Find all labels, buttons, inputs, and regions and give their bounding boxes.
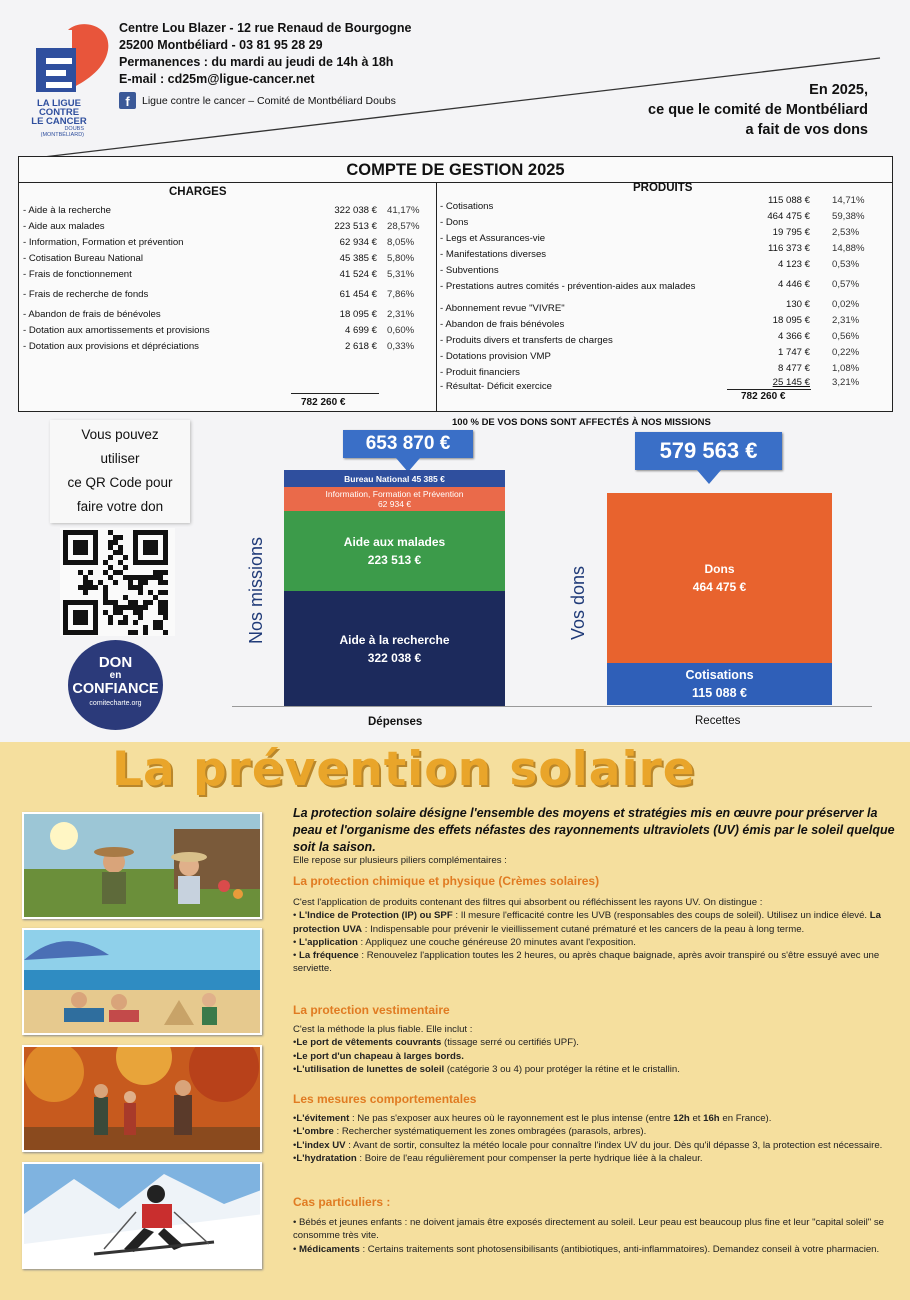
produits-row-label: - Abandon de frais bénévoles (440, 319, 565, 330)
section4-b2-text: : Certains traitements sont photosensibilisants (antibiotiques, anti-inflammatoires). Demandez conseil à votre pharmacien. (359, 1243, 880, 1255)
charges-row-amount: 4 699 € (344, 325, 377, 336)
charges-row-amount: 41 524 € (339, 269, 377, 280)
section1-b1-text: : Il mesure l'efficacité contre les UVB (responsables des coups de soleil). Utilisez un indice élevé. (452, 910, 870, 922)
section4-b2-title: Médicaments (299, 1243, 360, 1255)
section2-bullet-2: •Le port d'un chapeau à larges bords. (293, 1050, 464, 1062)
tagline (648, 80, 868, 140)
charges-row-pct: 5,31% (387, 269, 415, 280)
charges-row (23, 267, 433, 282)
column-separator (436, 183, 437, 412)
produits-row-pct: 0,57% (832, 279, 860, 290)
section4-title: Cas particuliers : (293, 1195, 391, 1209)
tagline-line-2: ce que le comité de Montbéliard (648, 102, 868, 118)
produits-row-label: - Abonnement revue "VIVRE" (440, 303, 565, 314)
charges-row (23, 307, 433, 322)
contact-address: Centre Lou Blazer - 12 rue Renaud de Bourgogne (119, 21, 412, 35)
charges-row-label: - Dotation aux provisions et dépréciations (23, 341, 199, 352)
section1-bullet-3: • La fréquence : Renouvelez l'application toutes les 2 heures, ou après chaque baignade, après avoir transpiré ou s'être essuyé avec une serviette. (293, 950, 880, 975)
qr-code-icon[interactable] (60, 528, 175, 636)
chart-baseline (232, 706, 872, 707)
produits-row-label: - Manifestations diverses (440, 249, 547, 260)
charges-row-label: - Aide à la recherche (23, 205, 111, 216)
section2-b3-title: L'utilisation de lunettes de soleil (296, 1063, 445, 1075)
produits-row (440, 279, 890, 294)
autumn-hike-illustration (22, 1045, 262, 1152)
produits-row-amount: 18 095 € (772, 315, 810, 326)
produits-row-amount: 4 366 € (777, 331, 810, 342)
depenses-segment (284, 511, 505, 591)
section2-bullet-1: •Le port de vêtements couvrants (tissage serré ou certifiés UPF). (293, 1037, 579, 1049)
segment-value: 115 088 € (692, 686, 747, 700)
produits-row-pct: 0,53% (832, 259, 860, 270)
gardening-illustration (22, 812, 262, 919)
charges-row-label: - Aide aux malades (23, 221, 105, 232)
produits-row (440, 195, 890, 214)
produits-row-label: - Produit financiers (440, 367, 520, 378)
section1-b2-text: : Appliquez une couche généreuse 20 minutes avant l'exposition. (357, 936, 636, 948)
facebook-link[interactable] (119, 92, 396, 109)
segment-label: Cotisations (685, 668, 754, 682)
badge-line-2: en (109, 670, 122, 681)
produits-row-pct: 14,88% (832, 243, 865, 254)
charges-row-pct: 5,80% (387, 253, 415, 264)
contact-email[interactable]: E-mail : cd25m@ligue-cancer.net (119, 72, 315, 86)
recettes-callout: 579 563 € (635, 432, 782, 470)
produits-row-pct: 0,22% (832, 347, 860, 358)
produits-row-pct: 3,21% (832, 377, 860, 388)
section4-body (293, 1216, 905, 1256)
produits-row-amount: 464 475 € (767, 211, 810, 222)
section3-b1-title: L'évitement (296, 1113, 350, 1124)
qr-text-1: Vous pouvez (81, 427, 159, 442)
produits-row-amount: 4 123 € (777, 259, 810, 270)
badge-line-3: CONFIANCE (72, 681, 159, 697)
charges-row-label: - Frais de recherche de fonds (23, 289, 149, 300)
produits-row-label: - Résultat- Déficit exercice (440, 381, 552, 392)
charges-row-amount: 18 095 € (339, 309, 377, 320)
charges-row-pct: 28,57% (387, 221, 420, 232)
left-axis-label: Nos missions (246, 536, 266, 644)
qr-text-4: faire votre don (76, 499, 164, 514)
section3-title: Les mesures comportementales (293, 1092, 477, 1106)
section3-b3-text: : Avant de sortir, consultez la météo locale pour connaître l'index UV du jour. Dès qu'il dépasse 3, la protection est nécessaire. (345, 1139, 883, 1151)
segment-value: 322 038 € (367, 650, 422, 665)
produits-row-pct: 0,02% (832, 299, 860, 310)
produits-row (440, 333, 890, 348)
produits-row-amount: 4 446 € (777, 279, 810, 290)
section1-b2-title: L'application (299, 936, 358, 948)
charges-row (23, 203, 433, 218)
facebook-icon: f (119, 92, 136, 109)
produits-row-label: - Produits divers et transferts de charges (440, 335, 613, 346)
charges-row-amount: 62 934 € (339, 237, 377, 248)
section4-bullet-2: • Médicaments : Certains traitements sont photosensibilisants (antibiotiques, anti-inflammatoires). Demandez conseil à votre pharmacien. (293, 1243, 880, 1255)
prevention-section (0, 742, 910, 1300)
charges-row (23, 323, 433, 338)
section2-title: La protection vestimentaire (293, 1003, 450, 1017)
section1-b3-text: : Renouvelez l'application toutes les 2 heures, ou après chaque baignade, après avoir transpiré ou s'être essuyé avec une serviette. (293, 950, 880, 975)
charges-row (23, 235, 433, 250)
section1-title: La protection chimique et physique (Crèmes solaires) (293, 874, 600, 888)
charges-row-pct: 41,17% (387, 205, 420, 216)
charges-row-amount: 61 454 € (339, 289, 377, 300)
recettes-label: Recettes (695, 715, 741, 727)
beach-illustration (22, 928, 262, 1035)
section2-b1-text: (tissage serré ou certifiés UPF). (441, 1037, 579, 1049)
charges-row-label: - Dotation aux amortissements et provisions (23, 325, 210, 336)
produits-row-amount: 1 747 € (777, 347, 810, 358)
ski-illustration (22, 1162, 262, 1269)
section3-b1-end: en France). (719, 1113, 772, 1124)
section1-bullet-1: • L'Indice de Protection (IP) ou SPF : Il mesure l'efficacité contre les UVB (responsables des coups de soleil). Utilisez un indice élevé. La protection UVA : Indispensable pour prévenir le vieillissement cutané prématuré et les cancers de la peau à long terme. (293, 910, 881, 935)
section2-b3-text: (catégorie 3 ou 4) pour protéger la rétine et le cristallin. (444, 1063, 680, 1075)
charges-row-amount: 2 618 € (344, 341, 377, 352)
account-title: COMPTE DE GESTION 2025 (346, 161, 565, 179)
charges-row-pct: 0,60% (387, 325, 415, 336)
produits-row-label: - Prestations autres comités - prévention-aides aux malades (440, 281, 696, 292)
charges-row (23, 251, 433, 266)
tagline-line-1: En 2025, (809, 82, 868, 98)
produits-row (440, 379, 890, 394)
section3-b1-h2: 16h (703, 1113, 720, 1124)
prevention-title: La prévention solaire (112, 742, 696, 797)
section2-b1-title: Le port de vêtements couvrants (296, 1037, 442, 1049)
charges-row-amount: 223 513 € (334, 221, 377, 232)
produits-row-label: - Cotisations (440, 201, 494, 212)
account-table (18, 156, 893, 412)
depenses-segment (284, 487, 505, 511)
section4-bullet-1: • Bébés et jeunes enfants : ne doivent jamais être exposés directement au soleil. Leur peau est beaucoup plus fine et leur "capital soleil" se consomme très vite. (293, 1217, 884, 1242)
segment-label: Bureau National 45 385 € (344, 473, 445, 484)
produits-row-label: - Dons (440, 217, 469, 228)
section3-b1-text: : Ne pas s'exposer aux heures où le rayonnement est le plus intense (entre (349, 1113, 674, 1124)
heart-logo-icon (28, 22, 116, 94)
section3-b3-title: L'index UV (296, 1139, 346, 1151)
recettes-segment (607, 493, 832, 663)
segment-label: Aide aux malades (343, 535, 446, 549)
produits-row-amount: 8 477 € (777, 363, 810, 374)
section3-bullet-4: •L'hydratation : Boire de l'eau régulièrement pour compenser la perte hydrique liée à la chaleur. (293, 1152, 703, 1164)
logo-line-5: (MONTBÉLIARD) (40, 132, 84, 138)
section3-b4-text: : Boire de l'eau régulièrement pour compenser la perte hydrique liée à la chaleur. (356, 1152, 703, 1164)
produits-row-pct: 2,31% (832, 315, 860, 326)
section3-bullet-2: •L'ombre : Rechercher systématiquement les zones ombragées (parasols, arbres). (293, 1126, 647, 1138)
title-rule (19, 182, 892, 183)
produits-row-amount: 19 795 € (772, 227, 810, 238)
produits-row-label: - Dotations provision VMP (440, 351, 551, 362)
produits-row-amount: 115 088 € (768, 195, 810, 206)
section3-bullet-1: •L'évitement : Ne pas s'exposer aux heures où le rayonnement est le plus intense (entre 12h et 16h en France). (293, 1113, 772, 1124)
segment-value: 464 475 € (692, 580, 747, 594)
charges-row-label: - Information, Formation et prévention (23, 237, 184, 248)
section3-b1-h1: 12h (673, 1113, 690, 1124)
section3-b2-title: L'ombre (296, 1126, 334, 1138)
produits-row-amount: 130 € (785, 299, 810, 310)
section1-b3-title: La fréquence (299, 950, 359, 962)
depenses-callout: 653 870 € (343, 430, 473, 458)
contact-city-phone: 25200 Montbéliard - 03 81 95 28 29 (119, 38, 323, 52)
produits-row-amount: 25 145 € (772, 377, 810, 388)
segment-label: Aide à la recherche (339, 632, 450, 647)
recettes-callout-arrow (697, 470, 721, 484)
charges-row-label: - Cotisation Bureau National (23, 253, 143, 264)
section1-intro: C'est l'application de produits contenant des filtres qui absorbent ou réfléchissent les rayons UV. On distingue : (293, 897, 763, 908)
badge-line-4: comitecharte.org (89, 700, 142, 707)
produits-row-pct: 0,56% (832, 331, 860, 342)
facebook-text: Ligue contre le cancer – Comité de Montbéliard Doubs (142, 94, 396, 107)
section2-intro: C'est la méthode la plus fiable. Elle inclut : (293, 1024, 473, 1035)
produits-row (440, 349, 890, 364)
section3-body (293, 1112, 905, 1165)
qr-text-3: ce QR Code pour (67, 475, 173, 490)
section1-bullet-2: • L'application : Appliquez une couche généreuse 20 minutes avant l'exposition. (293, 936, 636, 948)
section3-b1-mid: et (689, 1113, 704, 1124)
produits-row-pct: 1,08% (832, 363, 860, 374)
segment-value: 223 513 € (367, 553, 422, 567)
produits-total: 782 260 € (741, 391, 786, 402)
missions-note: 100 % DE VOS DONS SONT AFFECTÉS À NOS MISSIONS (452, 417, 711, 428)
produits-row-pct: 2,53% (832, 227, 860, 238)
section3-b4-title: L'hydratation (296, 1152, 357, 1164)
charges-row-pct: 0,33% (387, 341, 415, 352)
produits-row (440, 259, 890, 278)
recettes-segment (607, 663, 832, 705)
contact-block (119, 20, 411, 88)
charges-header: CHARGES (169, 186, 227, 198)
produits-row (440, 365, 890, 380)
badge-line-1: DON (98, 654, 133, 671)
tagline-line-3: a fait de vos dons (745, 122, 868, 138)
section2-bullet-3: •L'utilisation de lunettes de soleil (catégorie 3 ou 4) pour protéger la rétine et le cristallin. (293, 1063, 680, 1075)
produits-row (440, 301, 890, 316)
logo-line-4: DOUBS (64, 126, 84, 132)
section2-b2-title: Le port d'un chapeau à larges bords. (296, 1050, 464, 1062)
logo-line-3: LE CANCER (31, 116, 87, 127)
charges-row-label: - Abandon de frais de bénévoles (23, 309, 161, 320)
depenses-segment (284, 591, 505, 706)
qr-text-2: utiliser (100, 451, 140, 466)
charges-total: 782 260 € (301, 397, 346, 408)
produits-row-pct: 59,38% (832, 211, 865, 222)
section3-bullet-3: •L'index UV : Avant de sortir, consultez la météo locale pour connaître l'index UV du jour. Dès qu'il dépasse 3, la protection est nécessaire. (293, 1139, 883, 1151)
charges-row-amount: 45 385 € (339, 253, 377, 264)
segment-label: Information, Formation et Prévention (325, 489, 464, 499)
charges-row (23, 219, 433, 234)
prevention-intro-sub: Elle repose sur plusieurs piliers complémentaires : (293, 855, 507, 866)
produits-row-amount: 116 373 € (768, 243, 810, 254)
produits-row-pct: 14,71% (832, 195, 865, 206)
header (0, 0, 910, 160)
segment-value: 62 934 € (377, 499, 412, 509)
charges-row-pct: 2,31% (387, 309, 415, 320)
section2-body (293, 1023, 905, 1076)
produits-row (440, 317, 890, 332)
prevention-intro: La protection solaire désigne l'ensemble des moyens et stratégies mis en œuvre pour préserver la peau et l'organisme des effets néfastes des rayonnements ultraviolets (UV) émis par le soleil quelque soit la saison. (293, 806, 895, 854)
ligue-logo (28, 22, 116, 142)
produits-row-label: - Subventions (440, 265, 499, 276)
charges-total-rule (291, 393, 379, 394)
produits-row (440, 227, 890, 246)
logo-line-2: CONTRE (38, 107, 80, 118)
charges-row (23, 339, 433, 354)
depenses-segment (284, 470, 505, 487)
charges-row-label: - Frais de fonctionnement (23, 269, 132, 280)
produits-row-label: - Legs et Assurances-vie (440, 233, 546, 244)
charges-row (23, 287, 433, 302)
produits-total-rule (727, 389, 811, 390)
segment-label: Dons (704, 562, 735, 576)
contact-hours: Permanences : du mardi au jeudi de 14h à 18h (119, 55, 394, 69)
logo-line-1: LA LIGUE (37, 98, 81, 109)
section1-b1b-text: : Indispensable pour prévenir le vieillissement cutané prématuré et les cancers de la peau à long terme. (362, 923, 805, 935)
don-en-confiance-badge (68, 640, 163, 730)
section1-b1-title: L'Indice de Protection (IP) ou SPF (299, 910, 453, 922)
section3-b2-text: : Rechercher systématiquement les zones ombragées (parasols, arbres). (333, 1126, 647, 1138)
charges-row-amount: 322 038 € (334, 205, 377, 216)
section1-b1b-title: La protection UVA (293, 910, 881, 935)
produits-row (440, 211, 890, 230)
qr-instructions (50, 420, 190, 523)
charges-row-pct: 8,05% (387, 237, 415, 248)
section1-body (293, 896, 905, 976)
produits-header: PRODUITS (633, 182, 693, 194)
charges-row-pct: 7,86% (387, 289, 415, 300)
right-axis-label: Vos dons (568, 565, 588, 640)
depenses-label: Dépenses (368, 716, 423, 728)
produits-row (440, 243, 890, 262)
